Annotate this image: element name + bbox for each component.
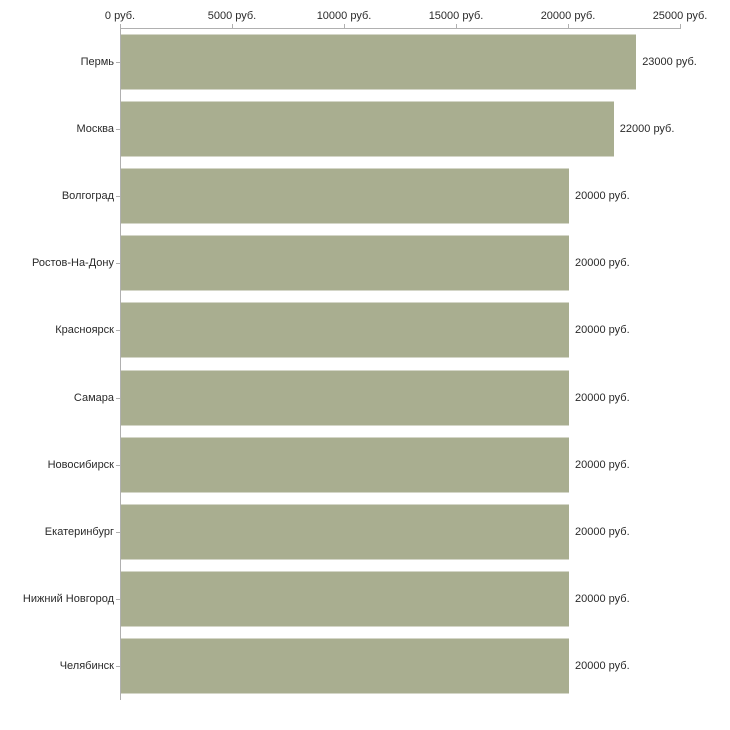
bar-value-label: 20000 руб. (575, 324, 630, 337)
category-label: Самара (73, 391, 114, 404)
bar-value-label: 20000 руб. (575, 593, 630, 606)
bar-row (0, 566, 730, 633)
bar-value-label: 20000 руб. (575, 189, 630, 202)
x-tick-label: 10000 руб. (316, 10, 372, 22)
bar[interactable] (121, 572, 569, 627)
bar-value-label: 23000 руб. (642, 55, 697, 68)
bar[interactable] (121, 639, 569, 694)
bar-row (0, 633, 730, 700)
bar[interactable] (121, 303, 569, 358)
bar-row (0, 95, 730, 162)
category-label: Москва (76, 122, 114, 135)
x-tick-label: 25000 руб. (652, 10, 708, 22)
bar-value-label: 22000 руб. (619, 122, 675, 135)
bar[interactable] (121, 34, 636, 89)
category-label: Нижний Новгород (22, 593, 114, 606)
bar-row (0, 364, 730, 431)
bar-row (0, 498, 730, 565)
category-label: Новосибирск (47, 458, 114, 471)
bar-row (0, 28, 730, 95)
category-label: Волгоград (61, 189, 114, 202)
bar-row (0, 230, 730, 297)
bar[interactable] (121, 236, 569, 291)
x-tick-label: 5000 руб. (207, 10, 257, 22)
bar-row (0, 431, 730, 498)
bar-value-label: 20000 руб. (575, 391, 630, 404)
bar-row (0, 162, 730, 229)
bar[interactable] (121, 168, 569, 223)
category-label: Екатеринбург (44, 525, 114, 538)
bar-row (0, 297, 730, 364)
bar[interactable] (121, 437, 569, 492)
bar[interactable] (121, 370, 569, 425)
category-label: Ростов-На-Дону (31, 257, 114, 270)
bar[interactable] (121, 504, 569, 559)
x-tick-label: 15000 руб. (428, 10, 484, 22)
bar-value-label: 20000 руб. (575, 257, 630, 270)
bar-value-label: 20000 руб. (575, 660, 630, 673)
category-label: Челябинск (59, 660, 114, 673)
bar[interactable] (121, 101, 614, 156)
category-label: Красноярск (55, 324, 114, 337)
x-tick-label: 20000 руб. (540, 10, 596, 22)
category-label: Пермь (80, 55, 114, 68)
bar-value-label: 20000 руб. (575, 458, 630, 471)
bar-value-label: 20000 руб. (575, 525, 630, 538)
x-tick-label: 0 руб. (104, 10, 136, 22)
